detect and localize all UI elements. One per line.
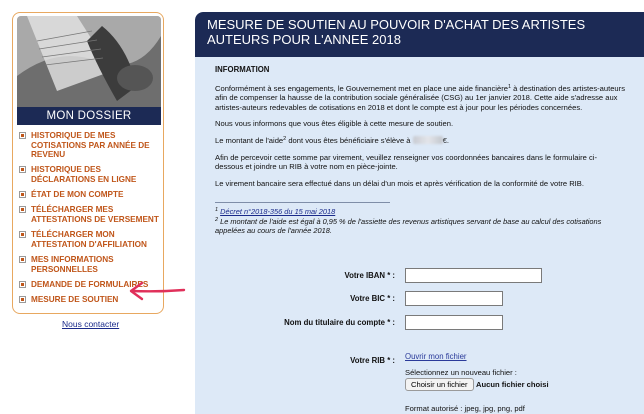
paragraph-virement: Afin de percevoir cette somme par virement, veuillez renseigner vos coordonnées bancaires dans le formulaire ci-dessous et joindre un RIB à votre nom en pièce-jointe. <box>215 152 597 172</box>
square-bullet-icon <box>19 281 26 288</box>
bic-label: Votre BIC * : <box>350 294 395 303</box>
section-heading: INFORMATION <box>215 65 270 74</box>
sidebar <box>12 12 164 314</box>
square-bullet-icon <box>19 296 26 303</box>
sidebar-photo <box>17 16 161 107</box>
sidebar-header: MON DOSSIER <box>17 107 161 125</box>
square-bullet-icon <box>19 166 26 173</box>
footnote-2: $^2$ Le montant de l'aide est égal à 0,95 % de l'assiette des revenus artistiques servant de base au calcul des cotisations appelées au cours de l'année 2018. <box>215 216 602 236</box>
iban-label: Votre IBAN * : <box>344 271 395 280</box>
page-title <box>195 12 644 57</box>
paragraph-eligibility: Nous vous informons que vous êtes éligible à cette mesure de soutien. <box>215 119 454 129</box>
sidebar-item-label: MESURE DE SOUTIEN <box>31 294 119 304</box>
page-title-line1: MESURE DE SOUTIEN AU POUVOIR D'ACHAT DES ARTISTES <box>207 17 586 32</box>
sidebar-item-attestation-affiliation[interactable] <box>17 230 163 249</box>
page-title-line2: AUTEURS POUR L'ANNEE 2018 <box>207 32 401 47</box>
sidebar-item-label: MES INFORMATIONS PERSONNELLES <box>31 254 114 274</box>
no-file-text: Aucun fichier choisi <box>476 380 549 389</box>
sidebar-item-historique-cotisations[interactable] <box>17 131 163 160</box>
sidebar-item-etat-compte[interactable] <box>17 190 163 200</box>
sidebar-item-informations-personnelles[interactable] <box>17 255 163 274</box>
paragraph-delai: Le virement bancaire sera effectué dans un délai d'un mois et après vérification de la conformité de votre RIB. <box>215 178 584 188</box>
information-content <box>215 65 625 236</box>
choose-file-button[interactable]: Choisir un fichier <box>405 378 474 391</box>
rib-label: Votre RIB * : <box>350 356 395 365</box>
sidebar-item-label: DEMANDE DE FORMULAIRES <box>31 279 149 289</box>
iban-input[interactable] <box>405 268 542 283</box>
allowed-format-text: Format autorisé : jpeg, jpg, png, pdf <box>405 404 525 413</box>
square-bullet-icon <box>19 132 26 139</box>
sidebar-item-historique-declarations[interactable] <box>17 165 163 184</box>
square-bullet-icon <box>19 206 26 213</box>
decret-link[interactable]: Décret n°2018-356 du 15 mai 2018 <box>220 207 336 217</box>
sidebar-item-label: ÉTAT DE MON COMPTE <box>31 190 124 200</box>
footnote-divider <box>215 202 390 203</box>
square-bullet-icon <box>19 231 26 238</box>
footnote-1: $^1$ Décret n°2018-356 du 15 mai 2018 <box>215 207 336 217</box>
sidebar-item-label: HISTORIQUE DE MES COTISATIONS PAR ANNÉE DE REVENU <box>31 131 150 160</box>
square-bullet-icon <box>19 256 26 263</box>
open-file-link[interactable]: Ouvrir mon fichier <box>405 352 467 361</box>
sidebar-item-attestations-versement[interactable] <box>17 205 163 224</box>
main-panel <box>195 12 644 414</box>
paragraph-amount: Le montant de l'aide$^2$ dont vous êtes bénéficiaire s'élève à €. <box>215 135 449 145</box>
contact-link[interactable]: Nous contacter <box>62 319 120 329</box>
paragraph-intro: Conformément à ses engagements, le Gouvernement met en place une aide financière$^1$ à destination des artistes-auteurs afin de compenser la hausse de la contribution sociale généralisée (CSG) au 1er janvier 2018. Cette aide s'adresse aux artistes-auteurs redevables de cotisations en 2018 et dont le compte est à jour pour les périodes concernées. <box>215 83 625 112</box>
annotation-arrow-icon <box>128 280 186 302</box>
sidebar-item-label: TÉLÉCHARGER MES ATTESTATIONS DE VERSEMENT <box>31 205 159 224</box>
holder-input[interactable] <box>405 315 503 330</box>
square-bullet-icon <box>19 191 26 198</box>
redacted-amount <box>413 136 443 144</box>
holder-label: Nom du titulaire du compte * : <box>284 318 395 327</box>
sidebar-item-label: TÉLÉCHARGER MON ATTESTATION D'AFFILIATION <box>31 230 147 249</box>
sidebar-item-label: HISTORIQUE DES DÉCLARATIONS EN LIGNE <box>31 165 137 184</box>
bic-input[interactable] <box>405 291 503 306</box>
select-file-text: Sélectionnez un nouveau fichier : <box>405 368 517 377</box>
